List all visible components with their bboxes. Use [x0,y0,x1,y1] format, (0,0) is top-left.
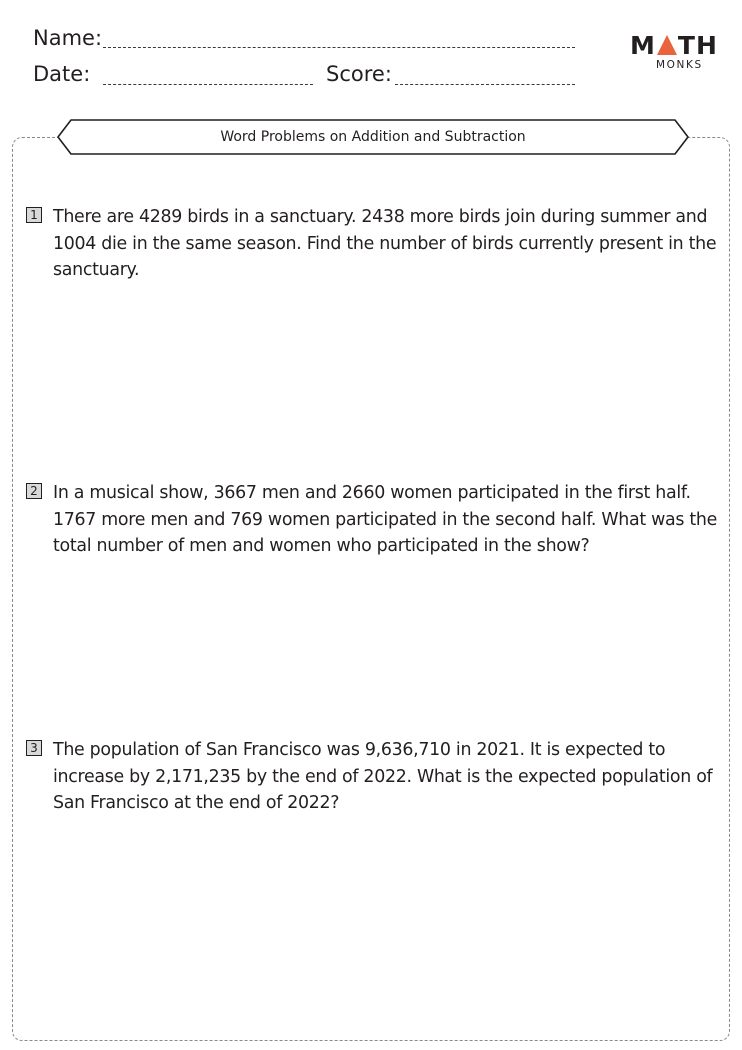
worksheet-title: Word Problems on Addition and Subtraction [220,129,526,145]
problem-text: There are 4289 birds in a sanctuary. 2438 more birds join during summer and 1004 die in the same season. Find the number of birds currently present in the sanctuary. [53,207,717,280]
math-monks-logo [630,32,716,74]
logo-triangle-icon [657,35,677,55]
score-label: Score: [326,62,392,86]
date-label: Date: [33,62,91,86]
logo-wordmark [630,32,716,60]
logo-subtitle: MONKS [656,59,703,71]
problem-number-box: 2 [26,483,42,499]
logo-word-right: TH [677,31,718,60]
name-label: Name: [33,26,103,50]
problem-text: In a musical show, 3667 men and 2660 women participated in the first half. 1767 more men and 769 women participated in the second half. What was the total number of men and women who participated in the show? [53,483,717,556]
date-field-line[interactable] [103,84,313,85]
problem-number-box: 1 [26,207,42,223]
logo-word-left: M [630,31,656,60]
problem-text: The population of San Francisco was 9,636,710 in 2021. It is expected to increase by 2,171,235 by the end of 2022. What is the expected population of San Francisco at the end of 2022? [53,740,713,813]
name-field-line[interactable] [103,47,575,48]
problem-number-box: 3 [26,740,42,756]
score-field-line[interactable] [395,84,575,85]
